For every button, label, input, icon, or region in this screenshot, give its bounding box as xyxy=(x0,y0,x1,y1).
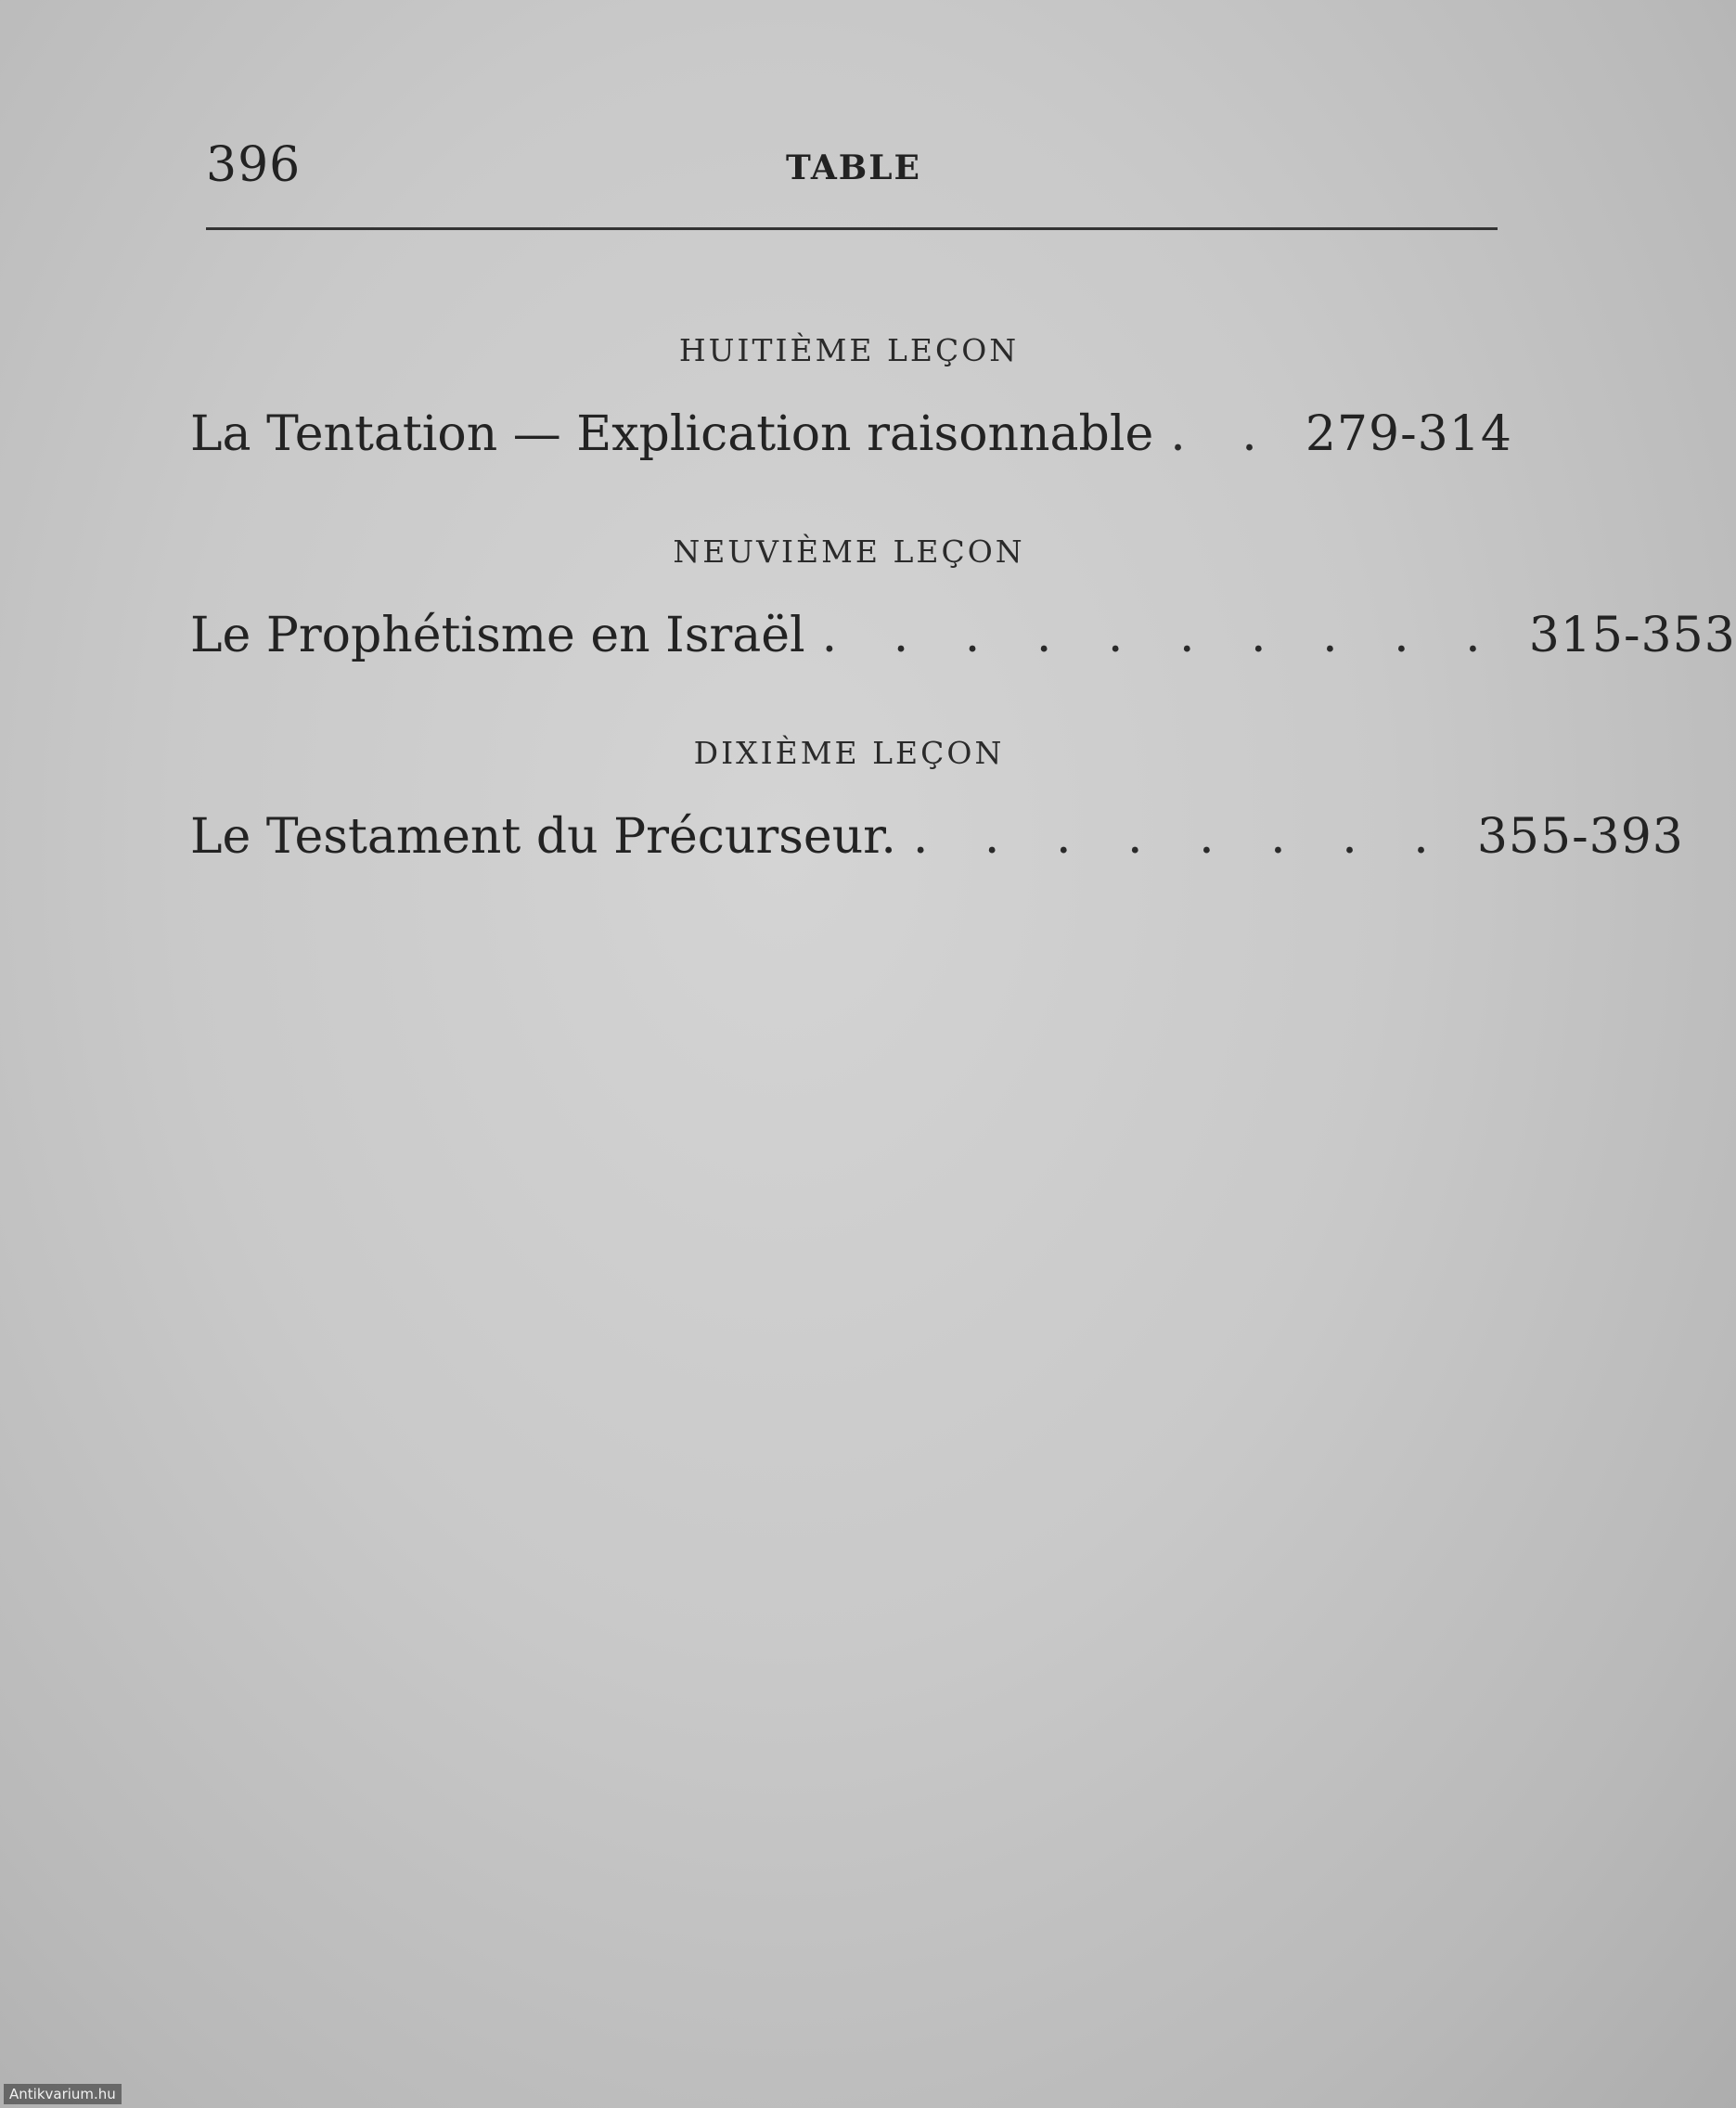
entry-title: Le Prophétisme en Israël xyxy=(190,608,805,663)
toc-entry-10 xyxy=(190,809,1684,865)
toc-entry-9 xyxy=(190,608,1736,663)
page-number: 396 xyxy=(206,137,302,193)
entry-title: Le Testament du Précurseur. xyxy=(190,809,896,865)
entry-pages: 355-393 xyxy=(1476,809,1684,865)
section-heading-10: DIXIÈME LEÇON xyxy=(693,735,1005,771)
watermark: Antikvarium.hu xyxy=(4,2084,122,2104)
dot-leader: . . xyxy=(1170,406,1278,462)
section-heading-9: NEUVIÈME LEÇON xyxy=(673,533,1025,570)
dot-leader: . . . . . . . . . . xyxy=(821,608,1501,663)
entry-pages: 315-353 xyxy=(1528,608,1736,663)
header-rule xyxy=(206,227,1498,230)
dot-leader: . . . . . . . . xyxy=(912,809,1449,865)
entry-pages: 279-314 xyxy=(1305,406,1512,462)
section-heading-8: HUITIÈME LEÇON xyxy=(678,332,1020,368)
entry-title: La Tentation — Explication raisonnable xyxy=(190,406,1154,462)
toc-entry-8 xyxy=(190,406,1512,462)
running-head: TABLE xyxy=(786,148,921,187)
